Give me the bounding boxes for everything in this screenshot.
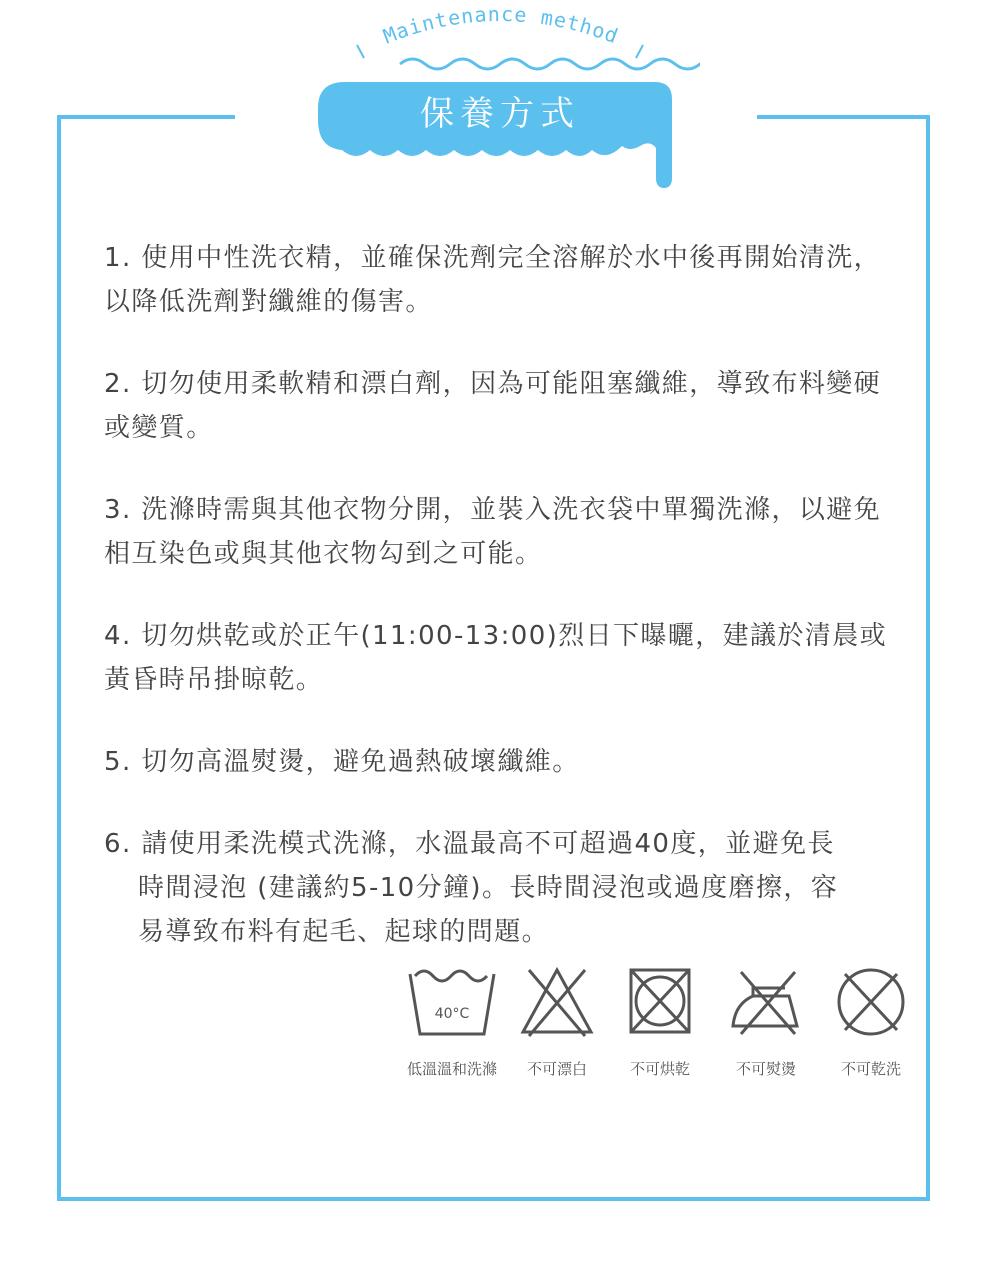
item-text-line-3: 易導致布料有起毛、起球的問題。 [138, 917, 550, 947]
care-instruction-5 [104, 740, 894, 784]
care-symbol-no-tumble-dry [620, 966, 700, 1079]
care-symbol-no-iron [726, 966, 806, 1079]
item-number: 2. [104, 369, 132, 399]
svg-text:40°C: 40°C [434, 1006, 470, 1022]
item-text: 洗滌時需與其他衣物分開，並裝入洗衣袋中單獨洗滌，以避免相互染色或與其他衣物勾到之可能。 [104, 495, 882, 569]
care-symbol-wash [396, 966, 508, 1079]
item-text-line-2: 時間浸泡 (建議約5-10分鐘)。長時間浸泡或過度磨擦，容 [138, 873, 839, 903]
item-text: 切勿使用柔軟精和漂白劑，因為可能阻塞纖維，導致布料變硬或變質。 [104, 369, 882, 443]
no-bleach-icon [519, 966, 595, 1038]
item-number: 4. [104, 621, 132, 651]
wave-decoration [400, 59, 700, 69]
item-number: 3. [104, 495, 132, 525]
care-instruction-6 [104, 822, 894, 954]
item-text-line-1: 請使用柔洗模式洗滌，水溫最高不可超過40度，並避免長 [141, 829, 835, 859]
care-symbol-no-bleach [517, 966, 597, 1079]
no-tumble-dry-icon [627, 966, 693, 1038]
care-label-no-iron: 不可熨燙 [735, 1060, 796, 1078]
care-label-no-tumble-dry: 不可烘乾 [629, 1060, 690, 1078]
subtitle-text: Maintenance method [379, 1, 623, 49]
care-instruction-2 [104, 362, 894, 450]
item-number: 1. [104, 243, 132, 273]
care-symbol-no-dry-clean [831, 966, 911, 1079]
care-label-wash: 低溫溫和洗滌 [406, 1060, 497, 1078]
item-number: 5. [104, 747, 132, 777]
no-iron-icon [729, 966, 803, 1038]
item-text: 使用中性洗衣精，並確保洗劑完全溶解於水中後再開始清洗，以降低洗劑對纖維的傷害。 [104, 243, 882, 317]
page-title: 保養方式 [420, 94, 580, 134]
item-text: 切勿高溫熨燙，避免過熱破壞纖維。 [141, 747, 580, 777]
care-label-no-dry-clean: 不可乾洗 [840, 1060, 901, 1078]
care-label-no-bleach: 不可漂白 [526, 1060, 587, 1078]
care-instruction-1 [104, 236, 894, 324]
no-dry-clean-icon [835, 966, 907, 1038]
item-number: 6. [104, 829, 132, 859]
item-text: 切勿烘乾或於正午(11:00-13:00)烈日下曝曬，建議於清晨或黃昏時吊掛晾乾。 [104, 621, 888, 695]
care-instruction-3 [104, 488, 894, 576]
care-instruction-4 [104, 614, 894, 702]
wash-40c-icon [407, 966, 497, 1038]
